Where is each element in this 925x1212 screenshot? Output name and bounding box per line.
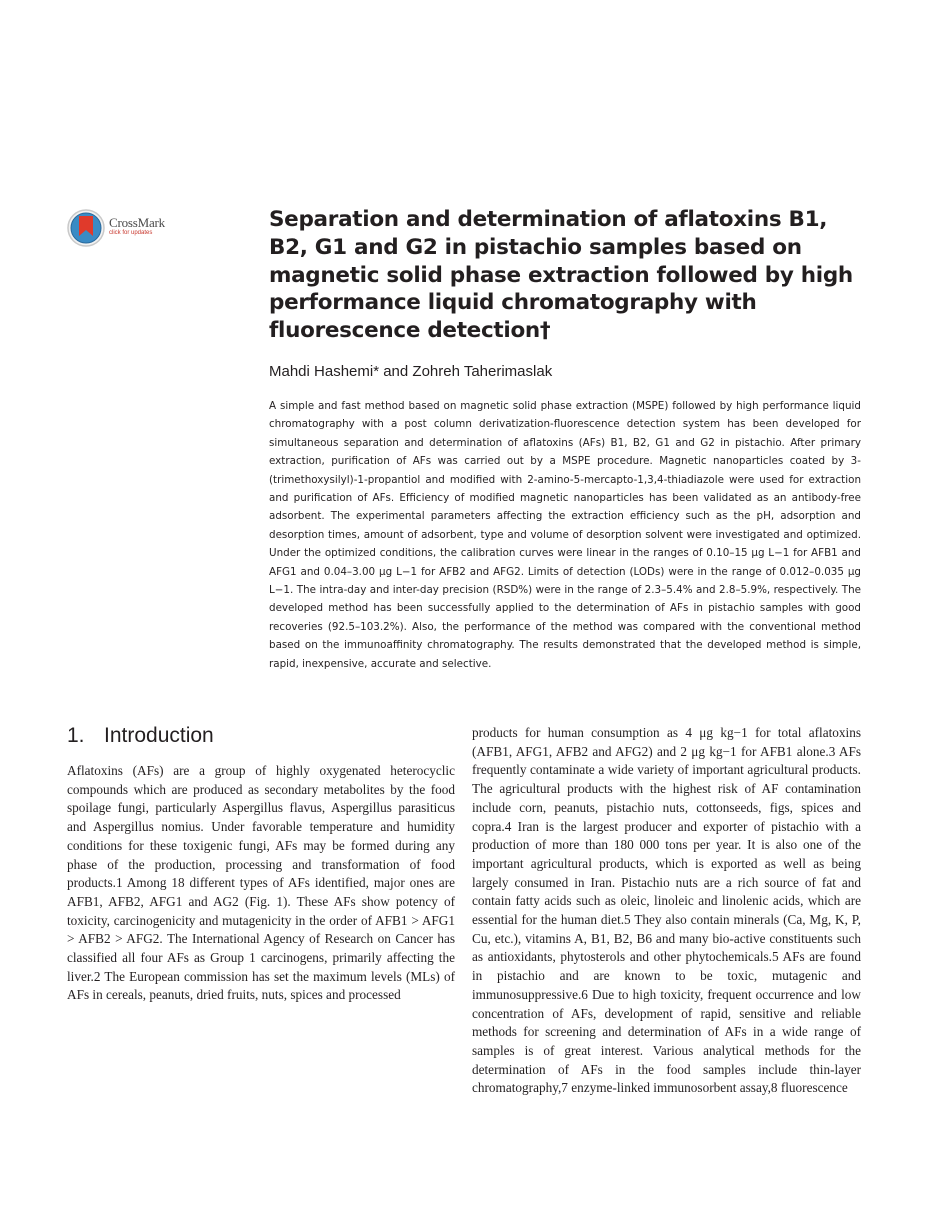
article-authors: Mahdi Hashemi* and Zohreh Taherimaslak: [269, 363, 553, 380]
crossmark-label: CrossMark: [109, 215, 165, 230]
right-column: [472, 722, 861, 1098]
introduction-left-text: Aflatoxins (AFs) are a group of highly oxygenated heterocyclic compounds which are produced as secondary metabolites by the food spoilage fungi, particularly Aspergillus flavus, Aspergillus parasiticus and Aspergillus nomius. Under favorable temperature and humidity conditions for these toxigenic fungi, AFs may be formed during any phase of the production, processing and transformation of food products.1 Among 18 different types of AFs identified, major ones are AFB1, AFB2, AFG1 and AG2 (Fig. 1). These AFs show potency of toxicity, carcinogenicity and mutagenicity in the order of AFB1 > AFG1 > AFB2 > AFG2. The International Agency of Research on Cancer has classified all four AFs as Group 1 carcinogens, primarily affecting the liver.2 The European commission has set the maximum levels (MLs) of AFs in cereals, peanuts, dried fruits, nuts, spices and processed: [67, 763, 455, 1003]
section-heading: [67, 722, 455, 750]
introduction-right-text: products for human consumption as 4 μg kg−1 for total aflatoxins (AFB1, AFG1, AFB2 and AFG2) and 2 μg kg−1 for AFB1 alone.3 AFs frequently contaminate a wide variety of important agricultural products. The agricultural products with the highest risk of AF contamination include corn, peanuts, pistachio nuts, cottonseeds, figs, spices and copra.4 Iran is the largest producer and exporter of pistachio with a production of more than 180 000 tons per year. It is also one of the important agricultural products, which is exported as well as being largely consumed in Iran. Pistachio nuts are a rich source of fat and contain fatty acids such as oleic, linoleic and linolenic acids, which are essential for the human diet.5 They also contain minerals (Ca, Mg, K, P, Cu, etc.), vitamins A, B1, B2, B6 and many bio-active constituents such as antioxidants, phytosterols and other phytochemicals.5 AFs are found in pistachio and are known to be toxic, mutagenic and immunosuppressive.6 Due to high toxicity, frequent occurrence and low concentration of AFs, development of rapid, sensitive and reliable methods for screening and determination of AFs in a wide range of samples is of great interest. Various analytical methods for the determination of AFs in the food samples include thin-layer chromatography,7 enzyme-linked immunosorbent assay,8 fluorescence: [472, 725, 861, 1096]
article-abstract: A simple and fast method based on magnetic solid phase extraction (MSPE) followed by high performance liquid chromatography with a post column derivatization-fluorescence detection system has been developed for simultaneous separation and determination of aflatoxins (AFs) B1, B2, G1 and G2 in pistachio. After primary extraction, purification of AFs was carried out by a MSPE procedure. Magnetic nanoparticles coated by 3-(trimethoxysilyl)-1-propantiol and modified with 2-amino-5-mercapto-1,3,4-thiadiazole were used for extraction and purification of AFs. Efficiency of modified magnetic nanoparticles has been validated as an antibody-free adsorbent. The experimental parameters affecting the extraction efficiency such as the pH, adsorption and desorption times, amount of adsorbent, type and volume of desorption solvent were investigated and optimized. Under the optimized conditions, the calibration curves were linear in the ranges of 0.10–15 μg L−1 for AFB1 and AFG1 and 0.04–3.00 μg L−1 for AFB2 and AFG2. Limits of detection (LODs) were in the range of 0.012–0.035 μg L−1. The intra-day and inter-day precision (RSD%) were in the range of 2.3–5.4% and 2.8–5.9%, respectively. The developed method has been successfully applied to the determination of AFs in pistachio samples with good recoveries (92.5–103.2%). Also, the performance of the method was compared with the conventional method based on the immunoaffinity chromatography. The results demonstrated that the developed method is simple, rapid, inexpensive, accurate and selective.: [269, 400, 861, 670]
left-column: [67, 722, 455, 1005]
section-title: Introduction: [104, 724, 214, 747]
article-title: Separation and determination of aflatoxins B1, B2, G1 and G2 in pistachio samples based on magnetic solid phase extraction followed by high performance liquid chromatography with fluorescence detection†: [269, 207, 853, 344]
section-number: 1.: [67, 724, 85, 747]
crossmark-badge[interactable]: [67, 206, 177, 250]
crossmark-icon: [67, 208, 105, 248]
crossmark-sublabel: click for updates: [109, 230, 153, 236]
